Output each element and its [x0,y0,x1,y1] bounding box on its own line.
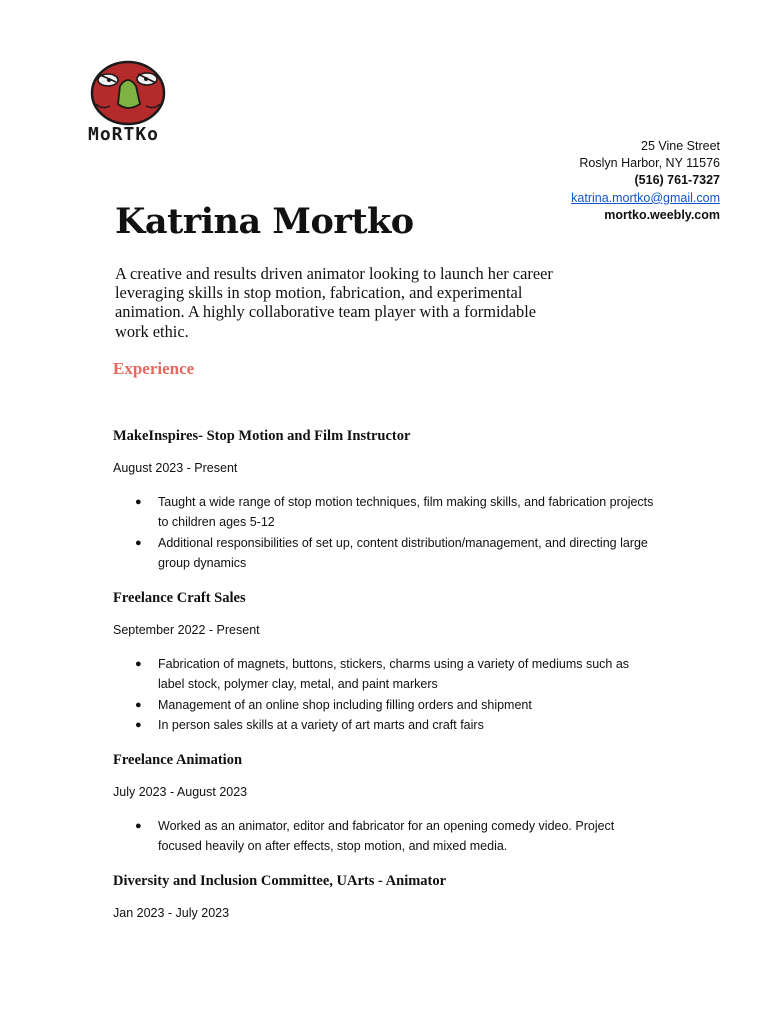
contact-phone: (516) 761-7327 [634,173,720,188]
bullet-icon: ● [135,536,142,549]
bullet-item [113,816,658,857]
bullet-item [113,533,658,574]
job-entry [113,426,673,574]
job-bullets [113,654,673,736]
job-entry [113,588,673,736]
job-bullets [113,816,673,857]
contact-city: Roslyn Harbor, NY 11576 [579,156,720,171]
job-title: Freelance Craft Sales [113,590,246,606]
bullet-text: Additional responsibilities of set up, content distribution/management, and directing large group dynamics [158,535,648,571]
bullet-item [113,492,658,533]
bullet-icon: ● [135,820,142,832]
job-title: MakeInspires- Stop Motion and Film Instructor [113,428,411,444]
job-dates: Jan 2023 - July 2023 [113,906,230,920]
bullet-icon: ● [135,658,142,670]
job-title: Diversity and Inclusion Committee, UArts - Animator [113,873,447,889]
job-dates: September 2022 - Present [113,623,260,637]
bullet-icon: ● [135,496,142,508]
job-dates: August 2023 - Present [113,461,238,475]
bullet-item [113,695,658,715]
job-entry [113,750,673,857]
bullet-text: Taught a wide range of stop motion techniques, film making skills, and fabrication projects to children ages 5-12 [158,495,654,530]
contact-email-link[interactable]: katrina.mortko@gmail.com [571,190,720,205]
bullet-icon: ● [135,719,142,732]
job-title: Freelance Animation [113,752,243,768]
bullet-item [113,654,658,695]
bullet-text: In person sales skills at a variety of art marts and craft fairs [158,718,484,733]
bullet-text: Fabrication of magnets, buttons, stickers, charms using a variety of mediums such as label stock, polymer clay, metal, and paint markers [158,657,630,692]
bullet-text: Worked as an animator, editor and fabricator for an opening comedy video. Project focused heavily on after effects, stop motion, and mixed media. [158,819,615,854]
bullet-item [113,715,658,735]
logo-text: MoRTKo [88,124,160,145]
contact-street: 25 Vine Street [641,139,720,153]
job-bullets [113,492,673,574]
section-heading-experience: Experience [113,359,195,378]
bullet-icon: ● [135,698,142,711]
job-entry [113,871,673,921]
bullet-text: Management of an online shop including filling orders and shipment [158,697,532,712]
candidate-name: Katrina Mortko [115,201,414,242]
contact-website: mortko.weebly.com [604,207,720,222]
contact-block [460,138,720,224]
summary-text: A creative and results driven animator looking to launch her career leveraging skills in stop motion, fabrication, and experimental animation. A highly collaborative team player with a formidable work ethic. [115,264,553,341]
job-dates: July 2023 - August 2023 [113,785,248,799]
logo [86,58,186,150]
